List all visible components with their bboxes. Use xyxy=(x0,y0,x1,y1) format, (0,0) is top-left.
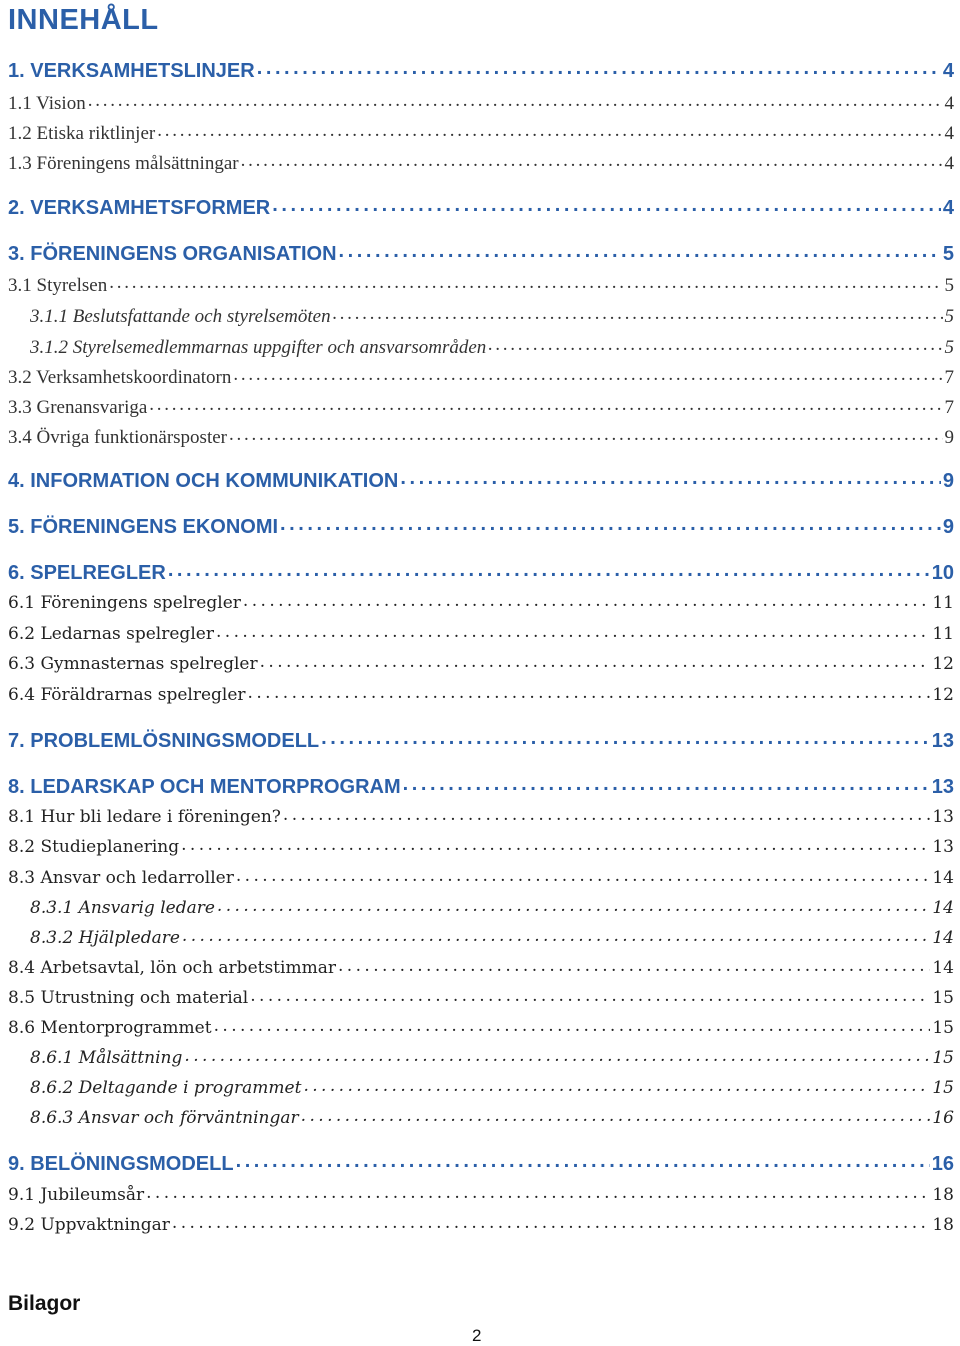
dot-leader xyxy=(172,1213,930,1230)
dot-leader xyxy=(88,90,943,109)
toc-entry-page: 15 xyxy=(932,988,954,1008)
toc-entry-page: 5 xyxy=(944,306,954,327)
toc-entry-label: 8.4 Arbetsavtal, lön och arbetstimmar xyxy=(8,958,336,978)
toc-entry-label: 1.2 Etiska riktlinjer xyxy=(8,123,156,144)
toc-entry-label: 8.3 Ansvar och ledarroller xyxy=(8,868,234,888)
toc-entry[interactable] xyxy=(8,394,954,419)
toc-entry-page: 14 xyxy=(932,958,954,978)
toc-entry-page: 9 xyxy=(942,516,954,538)
toc-entry-page: 13 xyxy=(931,730,954,752)
toc-entry-label: 6.2 Ledarnas spelregler xyxy=(8,624,214,644)
toc-entry[interactable] xyxy=(8,364,954,389)
toc-entry[interactable] xyxy=(30,1076,954,1098)
dot-leader xyxy=(184,1046,930,1063)
toc-entry[interactable] xyxy=(8,683,954,705)
dot-leader xyxy=(403,773,930,793)
toc-entry-label: 3.1 Styrelsen xyxy=(8,275,108,296)
toc-entry-page: 10 xyxy=(931,562,954,584)
dot-leader xyxy=(146,1183,930,1200)
toc-entry[interactable] xyxy=(8,986,954,1008)
dot-leader xyxy=(301,1106,931,1123)
toc-entry[interactable] xyxy=(8,1016,954,1038)
toc-entry[interactable] xyxy=(8,727,954,753)
toc-entry-page: 18 xyxy=(932,1215,954,1235)
toc-entry-label: 1. VERKSAMHETSLINJER xyxy=(8,60,255,82)
toc-entry-label: 8.1 Hur bli ledare i föreningen? xyxy=(8,807,281,827)
toc-entry[interactable] xyxy=(8,240,954,266)
dot-leader xyxy=(109,272,942,291)
dot-leader xyxy=(321,727,930,747)
toc-entry-page: 13 xyxy=(932,807,954,827)
toc-entry[interactable] xyxy=(8,1213,954,1235)
toc-entry-label: 4. INFORMATION OCH KOMMUNIKATION xyxy=(8,470,399,492)
toc-entry-page: 18 xyxy=(932,1185,954,1205)
toc-entry-label: 9.1 Jubileumsår xyxy=(8,1185,145,1205)
toc-entry-page: 14 xyxy=(932,868,954,888)
dot-leader xyxy=(250,986,930,1003)
toc-entry-page: 5 xyxy=(944,337,954,358)
toc-entry[interactable] xyxy=(8,272,954,297)
dot-leader xyxy=(260,652,931,669)
toc-entry[interactable] xyxy=(8,1183,954,1205)
toc-entry-page: 7 xyxy=(944,367,954,388)
toc-entry[interactable] xyxy=(8,866,954,888)
toc-entry-label: 8.6.1 Målsättning xyxy=(30,1048,183,1068)
dot-leader xyxy=(272,194,941,214)
dot-leader xyxy=(233,364,942,383)
toc-entry-label: 3. FÖRENINGENS ORGANISATION xyxy=(8,243,337,265)
dot-leader xyxy=(333,303,943,322)
toc-entry-page: 16 xyxy=(932,1108,954,1128)
dot-leader xyxy=(236,866,931,883)
dot-leader xyxy=(149,394,942,413)
dot-leader xyxy=(241,150,943,169)
toc-entry-label: 1.3 Föreningens målsättningar xyxy=(8,153,239,174)
toc-entry[interactable] xyxy=(30,303,954,328)
toc-entry[interactable] xyxy=(8,513,954,539)
toc-entry[interactable] xyxy=(30,926,954,948)
toc-entry[interactable] xyxy=(8,194,954,220)
toc-entry-label: 2. VERKSAMHETSFORMER xyxy=(8,197,271,219)
appendix-heading: Bilagor xyxy=(8,1292,81,1315)
toc-title: INNEHÅLL xyxy=(8,4,159,36)
toc-entry[interactable] xyxy=(30,1106,954,1128)
dot-leader xyxy=(339,240,941,260)
page-number: 2 xyxy=(472,1326,482,1345)
dot-leader xyxy=(216,622,930,639)
dot-leader xyxy=(157,120,942,139)
toc-entry-label: 1.1 Vision xyxy=(8,93,86,114)
dot-leader xyxy=(182,926,930,943)
toc-entry-label: 6.3 Gymnasternas spelregler xyxy=(8,654,258,674)
toc-entry[interactable] xyxy=(30,1046,954,1068)
toc-entry-label: 3.4 Övriga funktionärsposter xyxy=(8,427,227,448)
toc-entry-label: 6.1 Föreningens spelregler xyxy=(8,593,241,613)
toc-entry[interactable] xyxy=(8,622,954,644)
toc-entry-label: 8.5 Utrustning och material xyxy=(8,988,249,1008)
dot-leader xyxy=(181,835,930,852)
toc-entry-label: 3.1.1 Beslutsfattande och styrelsemöten xyxy=(30,306,331,327)
toc-entry-page: 11 xyxy=(932,593,954,613)
toc-entry-page: 4 xyxy=(942,60,954,82)
toc-entry[interactable] xyxy=(30,334,954,359)
toc-entry-label: 8. LEDARSKAP OCH MENTORPROGRAM xyxy=(8,776,401,798)
dot-leader xyxy=(280,513,941,533)
toc-entry-label: 6. SPELREGLER xyxy=(8,562,166,584)
toc-entry[interactable] xyxy=(8,150,954,175)
toc-entry-label: 7. PROBLEMLÖSNINGSMODELL xyxy=(8,730,320,752)
toc-entry-label: 8.6 Mentorprogrammet xyxy=(8,1018,212,1038)
dot-leader xyxy=(243,591,930,608)
toc-entry-page: 5 xyxy=(942,243,954,265)
dot-leader xyxy=(229,424,943,443)
toc-entry-label: 8.6.2 Deltagande i programmet xyxy=(30,1078,302,1098)
dot-leader xyxy=(168,559,930,579)
toc-entry[interactable] xyxy=(8,1150,954,1176)
toc-entry-label: 3.1.2 Styrelsemedlemmarnas uppgifter och ansvarsområden xyxy=(30,337,487,358)
toc-entry-label: 8.2 Studieplanering xyxy=(8,837,180,857)
dot-leader xyxy=(303,1076,930,1093)
toc-entry-label: 3.2 Verksamhetskoordinatorn xyxy=(8,367,232,388)
toc-entry-label: 8.3.1 Ansvarig ledare xyxy=(30,898,215,918)
toc-entry-label: 9.2 Uppvaktningar xyxy=(8,1215,170,1235)
toc-entry-page: 12 xyxy=(932,685,954,705)
toc-entry-page: 7 xyxy=(944,397,954,418)
toc-entry-page: 15 xyxy=(932,1078,954,1098)
toc-entry[interactable] xyxy=(8,467,954,493)
toc-entry[interactable] xyxy=(8,559,954,585)
toc-entry[interactable] xyxy=(8,424,954,449)
dot-leader xyxy=(488,334,942,353)
dot-leader xyxy=(236,1150,930,1170)
dot-leader xyxy=(283,805,930,822)
toc-entry-page: 4 xyxy=(944,93,954,114)
toc-entry[interactable] xyxy=(8,835,954,857)
toc-entry-page: 9 xyxy=(944,427,954,448)
dot-leader xyxy=(217,896,930,913)
toc-entry-page: 4 xyxy=(944,123,954,144)
toc-entry[interactable] xyxy=(8,956,954,978)
toc-entry[interactable] xyxy=(8,805,954,827)
toc-entry-label: 9. BELÖNINGSMODELL xyxy=(8,1153,234,1175)
toc-entry-label: 8.3.2 Hjälpledare xyxy=(30,928,180,948)
toc-entry[interactable] xyxy=(8,120,954,145)
toc-entry-page: 16 xyxy=(931,1153,954,1175)
toc-entry-page: 14 xyxy=(932,898,954,918)
toc-entry[interactable] xyxy=(8,773,954,799)
toc-entry-page: 15 xyxy=(932,1018,954,1038)
dot-leader xyxy=(257,57,941,77)
dot-leader xyxy=(338,956,930,973)
toc-entry-page: 13 xyxy=(932,837,954,857)
toc-entry-page: 14 xyxy=(932,928,954,948)
toc-entry[interactable] xyxy=(30,896,954,918)
toc-entry-page: 5 xyxy=(944,275,954,296)
toc-entry-page: 15 xyxy=(932,1048,954,1068)
toc-entry[interactable] xyxy=(8,652,954,674)
toc-entry-page: 12 xyxy=(932,654,954,674)
dot-leader xyxy=(214,1016,931,1033)
toc-entry[interactable] xyxy=(8,90,954,115)
toc-entry-page: 4 xyxy=(944,153,954,174)
toc-entry-page: 9 xyxy=(942,470,954,492)
toc-entry[interactable] xyxy=(8,57,954,83)
toc-entry[interactable] xyxy=(8,591,954,613)
toc-entry-label: 8.6.3 Ansvar och förväntningar xyxy=(30,1108,299,1128)
toc-entry-label: 5. FÖRENINGENS EKONOMI xyxy=(8,516,279,538)
toc-entry-label: 6.4 Föräldrarnas spelregler xyxy=(8,685,246,705)
dot-leader xyxy=(248,683,931,700)
toc-entry-page: 4 xyxy=(942,197,954,219)
dot-leader xyxy=(400,467,941,487)
toc-entry-page: 13 xyxy=(931,776,954,798)
toc-entry-label: 3.3 Grenansvariga xyxy=(8,397,148,418)
toc-entry-page: 11 xyxy=(932,624,954,644)
